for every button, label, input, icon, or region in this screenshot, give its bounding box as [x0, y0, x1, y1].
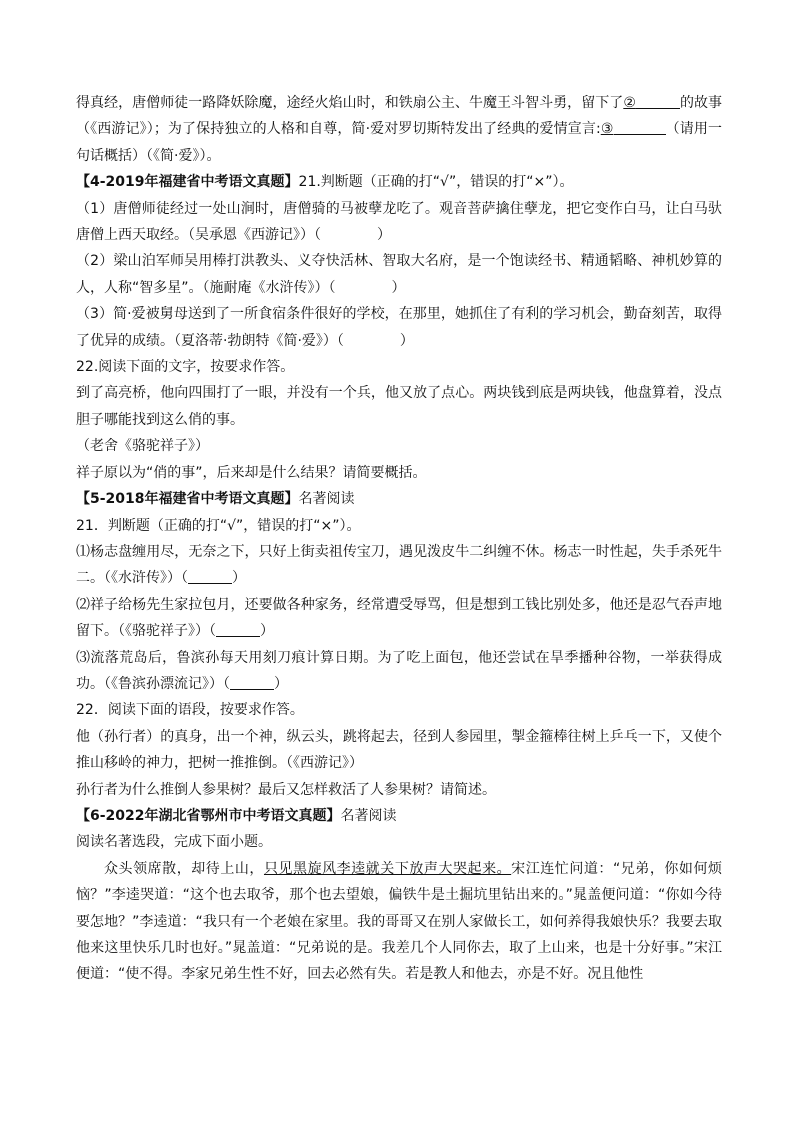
- text: 众头领席散，却待上山，: [104, 860, 264, 877]
- question-title: 21.判断题（正确的打“√”，错误的打“×”）。: [298, 174, 574, 191]
- text: ）: [260, 623, 274, 640]
- text: ⑶流落荒岛后，鲁滨孙每天用刻刀痕计算日期。为了吃上面包，他还尝试在旱季播种谷物，一举获得成功。（《鲁滨孙漂流记》）（: [76, 649, 722, 692]
- text: 的故事（《西游记》）；为了保持独立的人格和自尊，简·爱对罗切斯特发出了经典的爱情宣言:: [76, 95, 723, 138]
- section-heading-5: [76, 486, 722, 512]
- answer-blank[interactable]: [216, 622, 260, 637]
- question-item: [76, 592, 722, 645]
- text: ）: [274, 675, 288, 692]
- section-heading-4: [76, 169, 722, 195]
- question-intro: 阅读名著选段，完成下面小题。: [76, 834, 272, 851]
- text: ⑴杨志盘缠用尽，无奈之下，只好上街卖祖传宝刀，遇见泼皮牛二纠缠不休。杨志一时性起，失手杀死牛二。（《水浒传》）（: [76, 543, 722, 587]
- document-page: [76, 90, 722, 988]
- heading-label: 【5-2018年福建省中考语文真题】: [76, 491, 299, 508]
- answer-blank[interactable]: [188, 569, 232, 584]
- answer-blank-2[interactable]: [636, 94, 680, 109]
- passage: [76, 856, 722, 988]
- heading-topic: 名著阅读: [340, 807, 397, 824]
- question-prompt: 祥子原以为“俏的事”，后来却是什么结果？请简要概括。: [76, 464, 427, 481]
- blank-3-label: ③: [600, 121, 614, 138]
- answer-blank[interactable]: [230, 675, 274, 690]
- question-title: 21．判断题（正确的打“√”，错误的打“×”）。: [76, 517, 361, 534]
- question-title: 22．阅读下面的语段，按要求作答。: [76, 702, 304, 719]
- question-item: （3）简·爱被舅母送到了一所食宿条件很好的学校，在那里，她抓住了有利的学习机会，勤奋刻苦，取得了优异的成绩。（夏洛蒂·勃朗特《简·爱》）（ ）: [76, 306, 722, 349]
- text: 得真经，唐僧师徒一路降妖除魔，途经火焰山时，和铁扇公主、牛魔王斗智斗勇，留下了: [76, 95, 624, 111]
- passage: 他（孙行者）的真身，出一个神，纵云头，跳将起去，径到人参园里，掣金箍棒往树上乒乓一下，又使个推山移岭的神力，把树一推推倒。（《西游记》）: [76, 728, 722, 772]
- heading-label: 【4-2019年福建省中考语文真题】: [76, 174, 299, 191]
- passage-source: （老舍《骆驼祥子》）: [76, 438, 209, 455]
- text: ⑵祥子给杨先生家拉包月，还要做各种家务，经常遭受辱骂，但是想到工钱比别处多，他还是忍气吞声地留下。（《骆驼祥子》）（: [76, 596, 722, 640]
- question-title: 22.阅读下面的文字，按要求作答。: [76, 359, 295, 376]
- text: ）: [232, 570, 246, 587]
- section-heading-6: [76, 803, 722, 829]
- heading-label: 【6-2022年湖北省鄂州市中考语文真题】: [76, 807, 341, 824]
- question-item: （1）唐僧师徒经过一处山涧时，唐僧骑的马被孽龙吃了。观音菩萨擒住孽龙，把它变作白马，让白马驮唐僧上西天取经。（吴承恩《西游记》）（ ）: [76, 200, 722, 244]
- answer-blank-3[interactable]: [614, 120, 666, 135]
- question-prompt: 孙行者为什么推倒人参果树？最后又怎样救活了人参果树？请简述。: [76, 781, 496, 798]
- underlined-sentence: 只见黑旋风李逵就关下放声大哭起来。: [263, 860, 512, 877]
- text: 宋江连忙问道：“兄弟，你如何烦恼？”李逵哭道：“这个也去取爷，那个也去望娘，偏铁牛是土掘坑里钻出来的。”晁盖便问道：“你如今待要怎地？”李逵道：“我只有一个老娘在家里。我的哥哥又在别人家做长工，如何养得我娘快乐？我要去取他来这里快乐几时也好。”晁盖道：“兄弟说的是。我差几个人同你去，取了上山来，也是十分好事。”宋江便道：“使不得。李家兄弟生性不好，回去必然有失。若是教人和他去，亦是不好。况且他性: [76, 860, 723, 983]
- passage: 到了高亮桥，他向四围打了一眼，并没有一个兵，他又放了点心。两块钱到底是两块钱，他盘算着，没点胆子哪能找到这么俏的事。: [76, 385, 722, 428]
- text: （请用一句话概括）（《简·爱》）。: [76, 121, 722, 164]
- question-item: （2）梁山泊军师吴用棒打洪教头、义夺快活林、智取大名府，是一个饱读经书、精通韬略、神机妙算的人，人称“智多星”。（施耐庵《水浒传》）（ ）: [76, 253, 722, 296]
- paragraph-intro: [76, 90, 722, 169]
- question-item: [76, 645, 722, 698]
- heading-topic: 名著阅读: [298, 491, 355, 508]
- blank-2-label: ②: [623, 95, 636, 111]
- question-item: [76, 539, 722, 592]
